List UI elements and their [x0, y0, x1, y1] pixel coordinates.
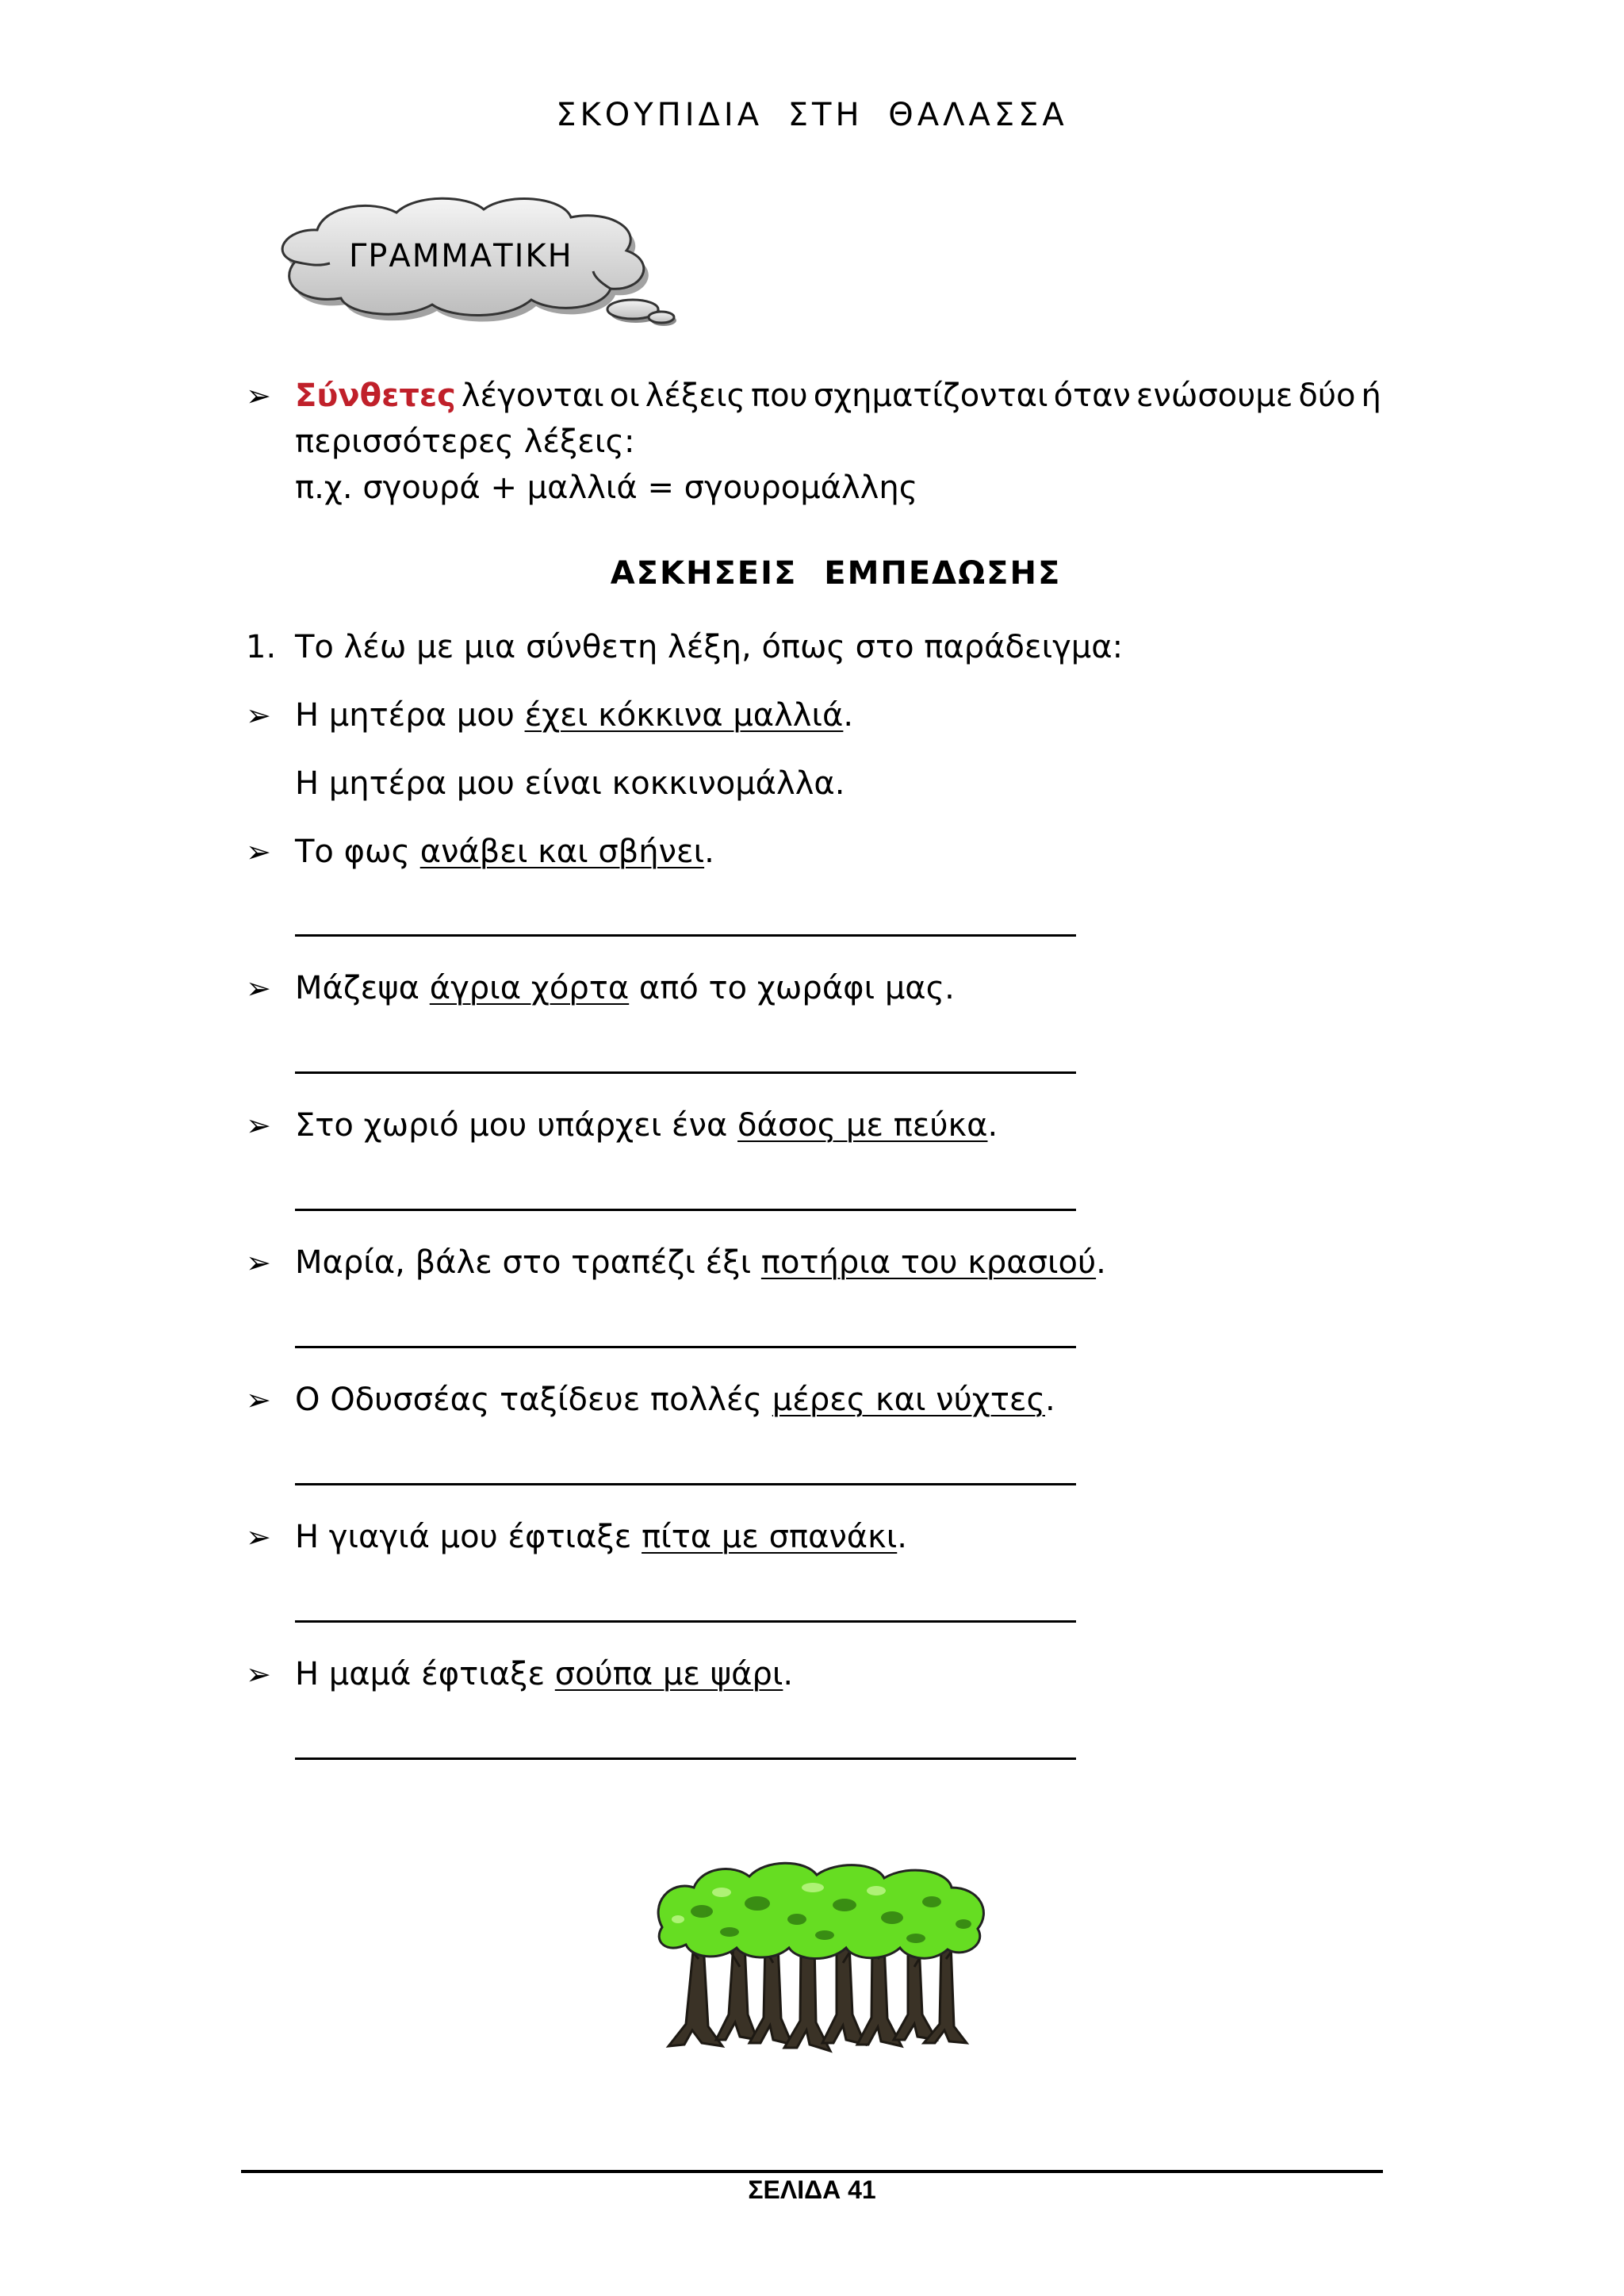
- definition-paragraph: [295, 373, 1381, 511]
- answer-line[interactable]: [295, 1620, 1076, 1623]
- definition-word: οι: [609, 378, 640, 414]
- underlined-phrase: άγρια χόρτα: [429, 970, 630, 1006]
- definition-example: π.χ. σγουρά + μαλλιά = σγουρομάλλης: [295, 470, 918, 506]
- answer-line[interactable]: [295, 1071, 1076, 1074]
- definition-word: λέγονται: [461, 378, 604, 414]
- answer-line[interactable]: [295, 1483, 1076, 1485]
- bullet-arrow-icon: ➢: [246, 1657, 271, 1692]
- footer-rule: [241, 2170, 1383, 2173]
- page-number: ΣΕΛΙΔΑ 41: [748, 2175, 876, 2204]
- bullet-arrow-icon: ➢: [246, 698, 271, 733]
- bullet-arrow-icon: ➢: [246, 1520, 271, 1554]
- example-answer: Η μητέρα μου είναι κοκκινομάλλα.: [295, 765, 845, 802]
- answer-line[interactable]: [295, 1757, 1076, 1760]
- bullet-arrow-icon: ➢: [246, 1245, 271, 1280]
- answer-line[interactable]: [295, 934, 1076, 937]
- exercise-sentence: Το φως ανάβει και σβήνει.: [295, 834, 714, 870]
- exercise-sentence: Η γιαγιά μου έφτιαξε πίτα με σπανάκι.: [295, 1519, 907, 1555]
- bullet-arrow-icon: ➢: [246, 834, 271, 869]
- underlined-phrase: πίτα με σπανάκι: [642, 1519, 898, 1555]
- bullet-arrow-icon: ➢: [246, 971, 271, 1006]
- bullet-arrow-icon: ➢: [246, 378, 271, 413]
- bullet-arrow-icon: ➢: [246, 1108, 271, 1143]
- bullet-arrow-icon: ➢: [246, 1382, 271, 1417]
- exercise-number: 1.: [246, 629, 277, 665]
- definition-line-1: [295, 373, 1381, 419]
- definition-line-2: περισσότερες λέξεις:: [295, 424, 635, 460]
- exercises-heading: ΑΣΚΗΣΕΙΣ ΕΜΠΕΔΩΣΗΣ: [610, 555, 1062, 592]
- answer-line[interactable]: [295, 1346, 1076, 1348]
- example-underlined-phrase: έχει κόκκινα μαλλιά: [524, 697, 844, 734]
- underlined-phrase: ανάβει και σβήνει: [419, 834, 705, 870]
- grammar-cloud-callout: [254, 189, 698, 332]
- exercise-sentence: Μάζεψα άγρια χόρτα από το χωράφι μας.: [295, 970, 955, 1006]
- page-title: ΣΚΟΥΠΙΔΙΑ ΣΤΗ ΘΑΛΑΣΣΑ: [556, 97, 1068, 133]
- definition-word: σχηματίζονται: [813, 378, 1048, 414]
- definition-word: ή: [1361, 378, 1381, 414]
- underlined-phrase: δάσος με πεύκα: [737, 1107, 988, 1144]
- definition-word: δύο: [1298, 378, 1356, 414]
- example-sentence: [295, 697, 853, 734]
- grammar-label: ΓΡΑΜΜΑΤΙΚΗ: [349, 238, 573, 274]
- example-prefix: Η μητέρα μου: [295, 697, 525, 734]
- definition-word: ενώσουμε: [1136, 378, 1293, 414]
- exercise-sentence: Η μαμά έφτιαξε σούπα με ψάρι.: [295, 1656, 794, 1692]
- definition-word: λέξεις: [645, 378, 745, 414]
- underlined-phrase: σούπα με ψάρι: [554, 1656, 783, 1692]
- definition-word: που: [750, 378, 808, 414]
- exercise-instruction: Το λέω με μια σύνθετη λέξη, όπως στο παράδειγμα:: [295, 629, 1124, 665]
- keyword-compound: Σύνθετες: [295, 378, 456, 414]
- answer-line[interactable]: [295, 1209, 1076, 1211]
- underlined-phrase: ποτήρια του κρασιού: [760, 1244, 1097, 1281]
- forest-trees-image: [646, 1856, 995, 2065]
- example-suffix: .: [843, 697, 854, 734]
- underlined-phrase: μέρες και νύχτες: [772, 1382, 1046, 1418]
- trees-icon: [646, 1856, 995, 2062]
- exercise-sentence: Στο χωριό μου υπάρχει ένα δάσος με πεύκα.: [295, 1107, 998, 1144]
- exercise-sentence: Μαρία, βάλε στο τραπέζι έξι ποτήρια του κρασιού.: [295, 1244, 1106, 1281]
- definition-word: όταν: [1053, 378, 1131, 414]
- exercise-sentence: Ο Οδυσσέας ταξίδευε πολλές μέρες και νύχτες.: [295, 1382, 1055, 1418]
